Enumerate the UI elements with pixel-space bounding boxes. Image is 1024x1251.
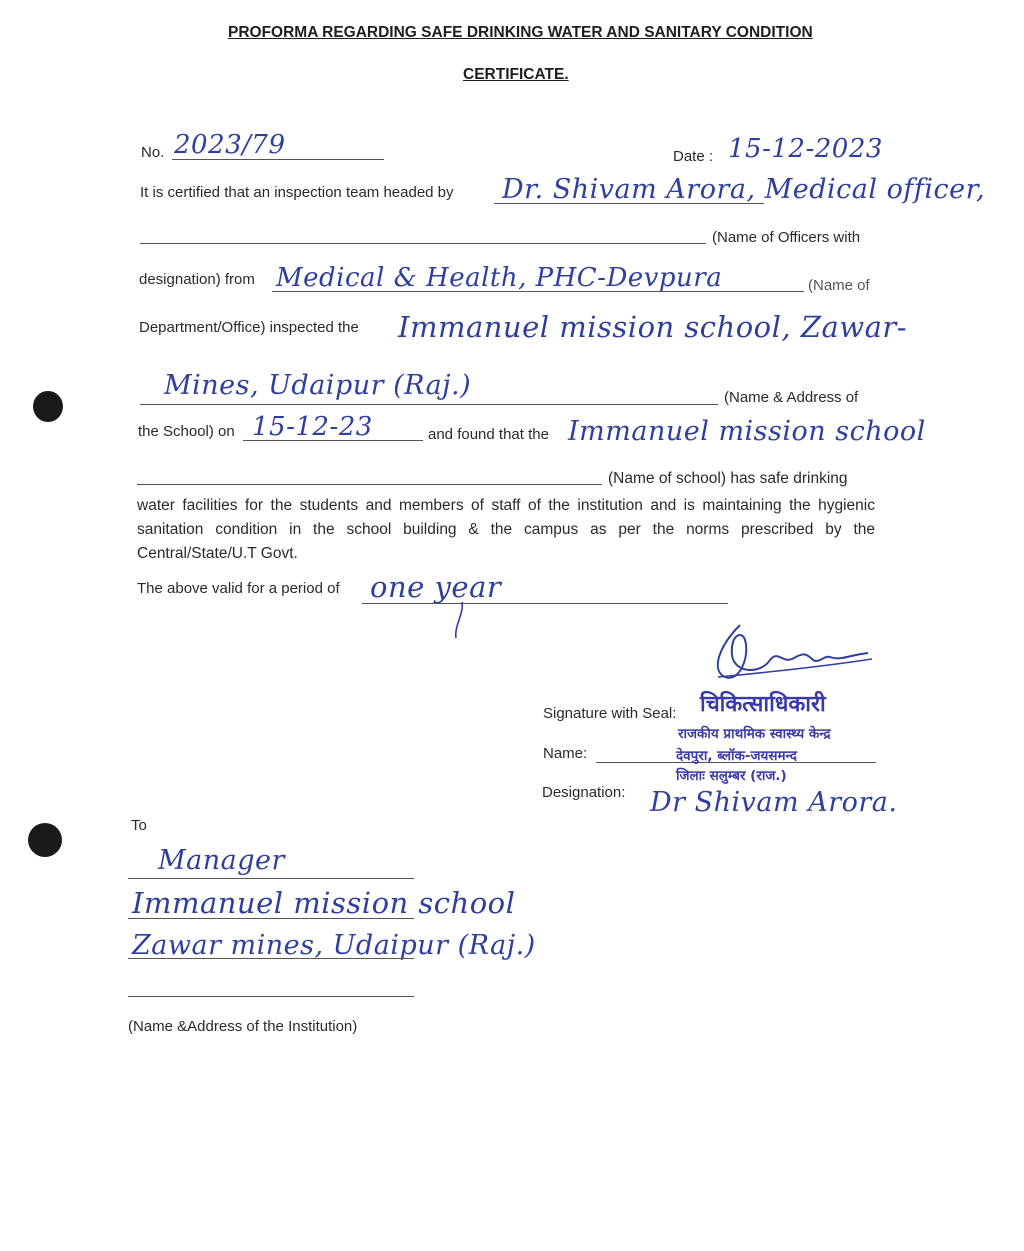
certified-text: It is certified that an inspection team headed by [140,184,454,201]
seal-line-1: चिकित्साधिकारी [700,692,826,717]
department-value: Medical & Health, PHC-Devpura [276,263,723,293]
department-line [272,291,804,292]
name-label: Name: [543,745,588,762]
validity-tail [450,600,470,640]
binder-hole-top [33,391,63,422]
address-rule-4 [128,996,414,997]
validity-label: The above valid for a period of [137,580,340,597]
signature-label: Signature with Seal: [543,705,677,722]
found-label: and found that the [428,426,549,443]
number-line [172,159,384,160]
name-of-label: (Name of [808,277,870,294]
address-rule-2 [128,918,414,919]
address-line-1: Manager [158,845,285,876]
school-address-line [140,404,718,405]
officer-signature [700,615,880,695]
number-value: 2023/79 [174,130,286,160]
address-line-3: Zawar mines, Udaipur (Raj.) [132,930,536,961]
seal-line-2: राजकीय प्राथमिक स्वास्थ्य केन्द्र [678,726,831,742]
statement-line-1: (Name of school) has safe drinking [608,470,848,487]
school-on-label: the School) on [138,423,235,440]
designation-from-label: designation) from [139,271,255,288]
inspection-date-value: 15-12-23 [252,412,373,442]
address-rule-3 [128,958,414,959]
school-name-value: Immanuel mission school [568,416,926,447]
statement-line-2: water facilities for the students and members of staff of the institution and is maintaining the hygienic [137,497,875,514]
seal-line-3: देवपुरा, ब्लॉक-जयसमन्द [676,748,797,764]
officer-line-2 [140,243,706,244]
name-address-label: (Name & Address of [724,389,859,406]
seal-line-4: जिलाः सलुम्बर (राज.) [676,768,787,784]
school-name-line [137,484,602,485]
document-title: PROFORMA REGARDING SAFE DRINKING WATER AND SANITARY CONDITION [228,24,813,41]
statement-line-3: sanitation condition in the school building & the campus as per the norms prescribed by the [137,521,875,538]
validity-line [362,603,728,604]
number-label: No. [141,144,165,161]
department-inspected-label: Department/Office) inspected the [139,319,359,336]
school-address-line1: Immanuel mission school, Zawar- [398,310,908,344]
officer-name-value: Dr. Shivam Arora, Medical officer, [502,174,986,205]
statement-line-4: Central/State/U.T Govt. [137,545,298,562]
designation-label: Designation: [542,784,626,801]
date-label: Date : [673,148,714,165]
statement-paragraph [137,494,875,566]
to-label: To [131,817,147,834]
validity-value: one year [370,570,502,604]
inspection-date-line [243,440,423,441]
date-value: 15-12-2023 [728,134,883,164]
address-rule-1 [128,878,414,879]
address-caption: (Name &Address of the Institution) [128,1018,358,1035]
designation-value: Dr Shivam Arora. [650,787,898,818]
officer-line [494,203,764,204]
address-line-2: Immanuel mission school [132,886,516,920]
school-address-line2: Mines, Udaipur (Raj.) [164,370,472,401]
document-subtitle: CERTIFICATE. [463,66,569,83]
binder-hole-bottom [28,823,62,857]
officers-label: (Name of Officers with [712,229,861,246]
